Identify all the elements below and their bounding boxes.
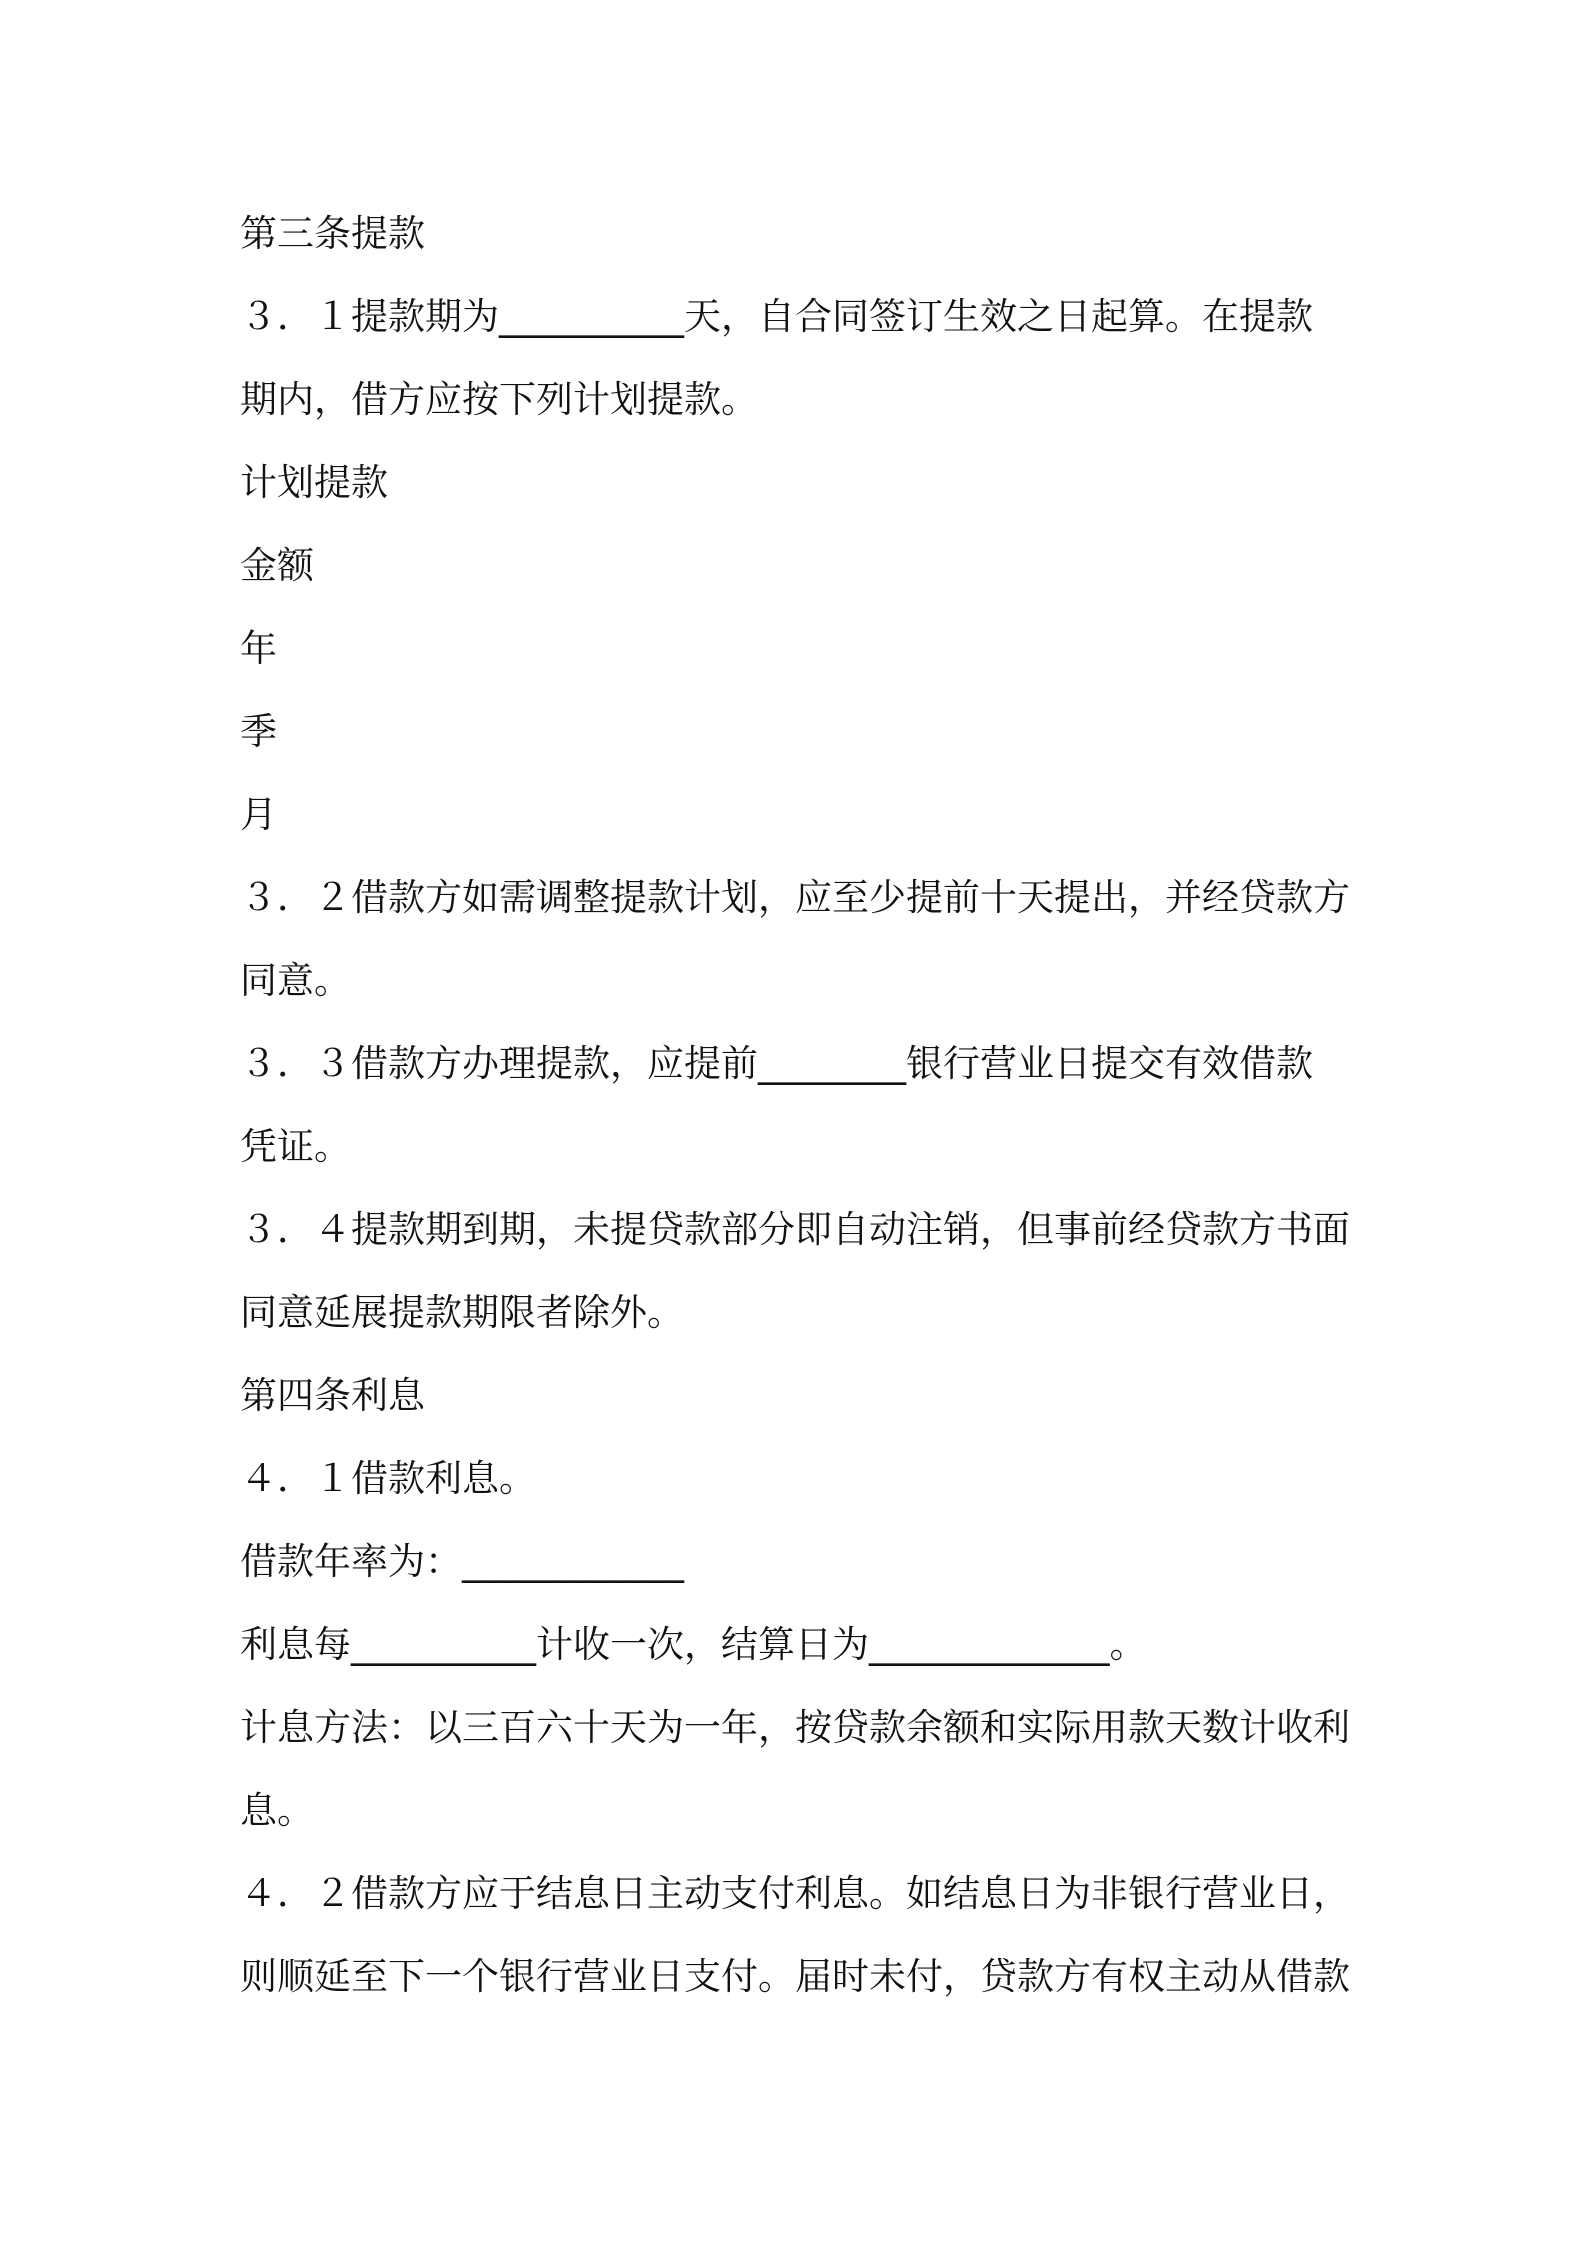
annual-rate-line: 借款年率为：____________ xyxy=(240,1540,684,1583)
month-label: 月 xyxy=(240,793,277,836)
clause-3-1-line-2: 期内，借方应按下列计划提款。 xyxy=(240,378,758,421)
interest-method-line-2: 息。 xyxy=(240,1789,314,1832)
quarter-label: 季 xyxy=(240,710,277,753)
heading-article-3: 第三条提款 xyxy=(240,212,425,255)
clause-4-2-line-1: ４．２借款方应于结息日主动支付利息。如结息日为非银行营业日， xyxy=(240,1872,1350,1915)
clause-3-2-line-2: 同意。 xyxy=(240,959,351,1002)
clause-4-2-line-2: 则顺延至下一个银行营业日支付。届时未付，贷款方有权主动从借款 xyxy=(240,1955,1350,1998)
clause-3-1-line-1: ３．１提款期为__________天，自合同签订生效之日起算。在提款 xyxy=(240,295,1313,338)
clause-3-4-line-1: ３．４提款期到期，未提贷款部分即自动注销，但事前经贷款方书面 xyxy=(240,1208,1350,1251)
clause-3-4-line-2: 同意延展提款期限者除外。 xyxy=(240,1291,684,1334)
heading-article-4: 第四条利息 xyxy=(240,1374,425,1417)
interest-method-line-1: 计息方法：以三百六十天为一年，按贷款余额和实际用款天数计收利 xyxy=(240,1706,1350,1749)
interest-period-line: 利息每__________计收一次，结算日为_____________。 xyxy=(240,1623,1147,1666)
clause-3-2-line-1: ３．２借款方如需调整提款计划，应至少提前十天提出，并经贷款方 xyxy=(240,876,1350,919)
year-label: 年 xyxy=(240,627,277,670)
clause-3-3-line-2: 凭证。 xyxy=(240,1125,351,1168)
document-body xyxy=(240,192,1370,2018)
amount-label: 金额 xyxy=(240,544,314,587)
clause-3-3-line-1: ３．３借款方办理提款，应提前________银行营业日提交有效借款 xyxy=(240,1042,1313,1085)
plan-label: 计划提款 xyxy=(240,461,388,504)
clause-4-1: ４．１借款利息。 xyxy=(240,1457,536,1500)
